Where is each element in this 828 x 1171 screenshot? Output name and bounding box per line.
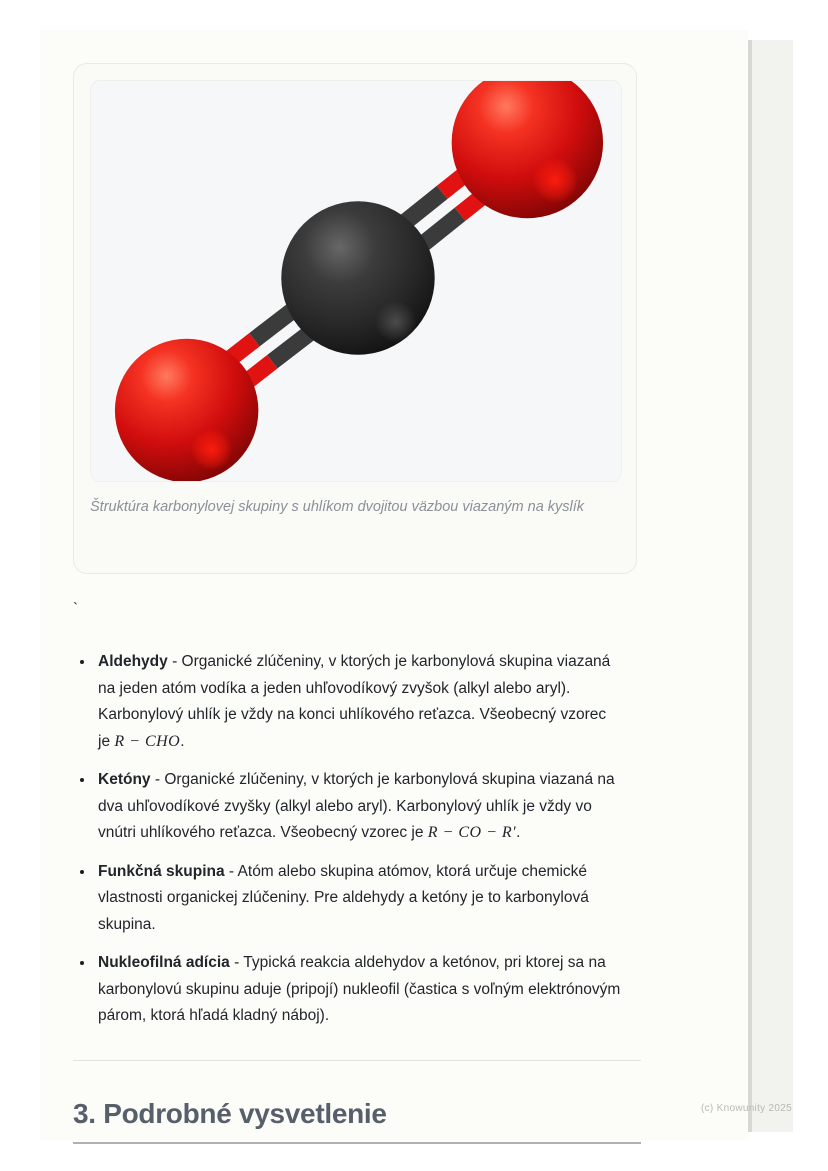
- copyright-watermark: (c) Knowunity 2025: [700, 1103, 792, 1114]
- term-label: Funkčná skupina: [98, 862, 225, 880]
- list-item-funkcna-skupina: [95, 858, 621, 939]
- list-item-nukleofilna-adicia: [95, 949, 621, 1030]
- next-page-edge-strip: [752, 40, 793, 1132]
- definition-text: - Organické zlúčeniny, v ktorých je karbonylová skupina viazaná na dva uhľovodíkové zvyšky (alkyl alebo aryl). Karbonylový uhlík je vždy vo vnútri uhlíkového reťazca. Všeobecný vzorec je: [98, 771, 615, 841]
- term-label: Ketóny: [98, 771, 151, 788]
- figure-card: [73, 63, 637, 574]
- figure-caption: Štruktúra karbonylovej skupiny s uhlíkom dvojitou väzbou viazaným na kyslík: [90, 499, 585, 515]
- definition-text: - Typická reakcia aldehydov a ketónov, pri ktorej sa na karbonylovú skupinu aduje (pripojí) nukleofil (častica s voľným elektrónovým párom, ktorá hľadá kladný náboj).: [98, 954, 621, 1024]
- definition-text: - Organické zlúčeniny, v ktorých je karbonylová skupina viazaná na jeden atóm vodíka a jeden uhľovodíkový zvyšok (alkyl alebo aryl). Karbonylový uhlík je vždy na konci uhlíkového reťazca. Všeobecný vzorec je: [98, 653, 611, 750]
- stray-backtick-text: `: [73, 600, 78, 617]
- term-label: Nukleofilná adícia: [98, 954, 230, 971]
- term-label: Aldehydy: [98, 653, 168, 670]
- definition-list: [73, 648, 621, 1030]
- section-heading: 3. Podrobné vysvetlenie: [73, 1097, 387, 1129]
- co2-molecule-image: [90, 80, 622, 482]
- divider-above-heading: [73, 1060, 641, 1061]
- molecule-3d-render-icon: [91, 81, 621, 481]
- definition-tail: .: [516, 824, 521, 841]
- definition-tail: .: [180, 732, 185, 750]
- list-item-ketony: [95, 766, 621, 847]
- divider-below-heading: [73, 1142, 641, 1144]
- formula-text: R − CHO: [114, 732, 181, 750]
- list-item-aldehydy: [95, 648, 621, 755]
- document-page: [40, 30, 748, 1140]
- definition-text: - Atóm alebo skupina atómov, ktorá určuje chemické vlastnosti organickej zlúčeniny. Pre aldehydy a ketóny je to karbonylová skupina.: [98, 862, 589, 933]
- formula-text: R − CO − R′: [427, 824, 517, 841]
